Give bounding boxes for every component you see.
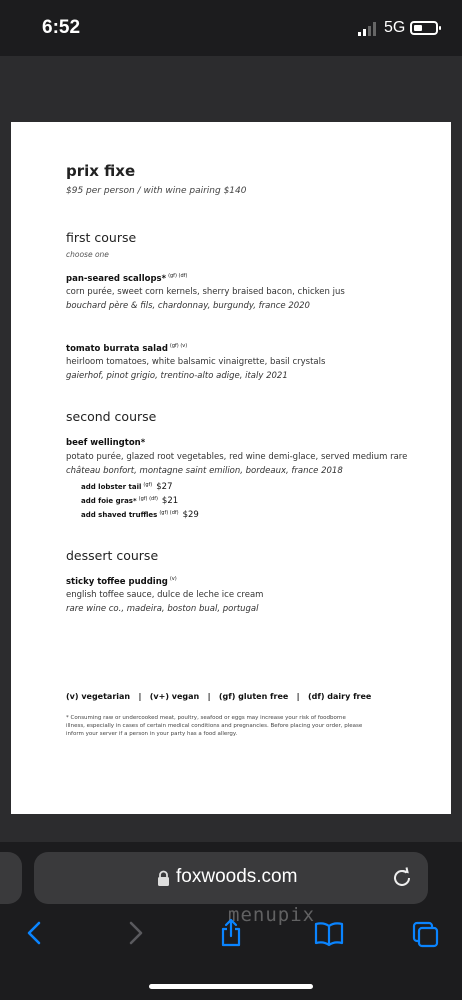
network-label: 5G: [384, 19, 406, 36]
menu-subtitle: $95 per person / with wine pairing $140: [66, 186, 247, 196]
addon-item: add lobster tail $^{(gf)}$ $27: [81, 482, 173, 492]
second-course-heading: second course: [66, 409, 157, 424]
bookmarks-icon[interactable]: [314, 918, 344, 948]
dessert-course-heading: dessert course: [66, 548, 159, 563]
previous-tab-preview[interactable]: [0, 852, 22, 904]
menupix-watermark: menupix: [228, 904, 316, 926]
addon-item: add shaved truffles $^{(gf) (df)}$ $29: [81, 510, 199, 520]
addon-price: $27: [156, 482, 173, 492]
addon-price: $21: [161, 496, 179, 506]
dish-name: tomato burrata salad $^{(gf) (v)}$: [66, 343, 188, 354]
status-bar: [0, 0, 462, 56]
dish-tags: (gf) (v): [169, 343, 188, 349]
signal-icon: [358, 22, 378, 36]
wine-pairing: château bonfort, montagne saint emilion, bordeaux, france 2018: [66, 466, 343, 476]
battery-icon: [410, 21, 438, 35]
wine-pairing: bouchard père & fils, chardonnay, burgundy, france 2020: [66, 301, 310, 311]
url-text[interactable]: foxwoods.com: [176, 866, 298, 887]
addon-item: add foie gras* $^{(gf) (df)}$ $21: [81, 496, 179, 506]
dish-description: heirloom tomatoes, white balsamic vinaigrette, basil crystals: [66, 357, 326, 367]
addon-price: $29: [182, 510, 199, 520]
dish-name: pan-seared scallops* $^{(gf) (df)}$: [66, 273, 188, 284]
first-course-note: choose one: [66, 250, 109, 259]
wine-pairing: gaierhof, pinot grigio, trentino-alto adige, italy 2021: [66, 371, 288, 381]
dietary-legend: (v) vegetarian | (v+) vegan | (gf) gluten free | (df) dairy free: [66, 692, 372, 701]
dish-description: corn purée, sweet corn kernels, sherry braised bacon, chicken jus: [66, 287, 345, 297]
browser-toolbar: [0, 842, 462, 1000]
dish-description: english toffee sauce, dulce de leche ice cream: [66, 590, 264, 600]
allergy-footnote: * Consuming raw or undercooked meat, poultry, seafood or eggs may increase your risk of foodborne illness, especially in cases of certain medical conditions and pregnancies. Before placing your order, please inform your server if a person in your party has a food allergy.: [66, 715, 363, 737]
dish-tags: (v): [169, 576, 177, 582]
menu-title: prix fixe: [66, 162, 136, 180]
forward-icon[interactable]: [122, 918, 148, 948]
menu-document: [11, 122, 451, 814]
wine-pairing: rare wine co., madeira, boston bual, portugal: [66, 604, 259, 614]
status-time: 6:52: [42, 17, 81, 38]
dish-name: sticky toffee pudding $^{(v)}$: [66, 576, 177, 587]
lock-icon: [157, 870, 170, 887]
home-indicator: [149, 984, 313, 989]
dish-name: beef wellington*: [66, 438, 146, 448]
web-content[interactable]: [0, 56, 462, 842]
dish-description: potato purée, glazed root vegetables, red wine demi-glace, served medium rare: [66, 452, 408, 462]
back-icon[interactable]: [22, 918, 48, 948]
address-bar[interactable]: [34, 852, 428, 904]
dish-tags: (gf) (df): [168, 273, 188, 279]
tabs-icon[interactable]: [412, 918, 440, 948]
reload-icon[interactable]: [390, 866, 414, 890]
share-icon[interactable]: [218, 918, 244, 948]
first-course-heading: first course: [66, 230, 137, 245]
